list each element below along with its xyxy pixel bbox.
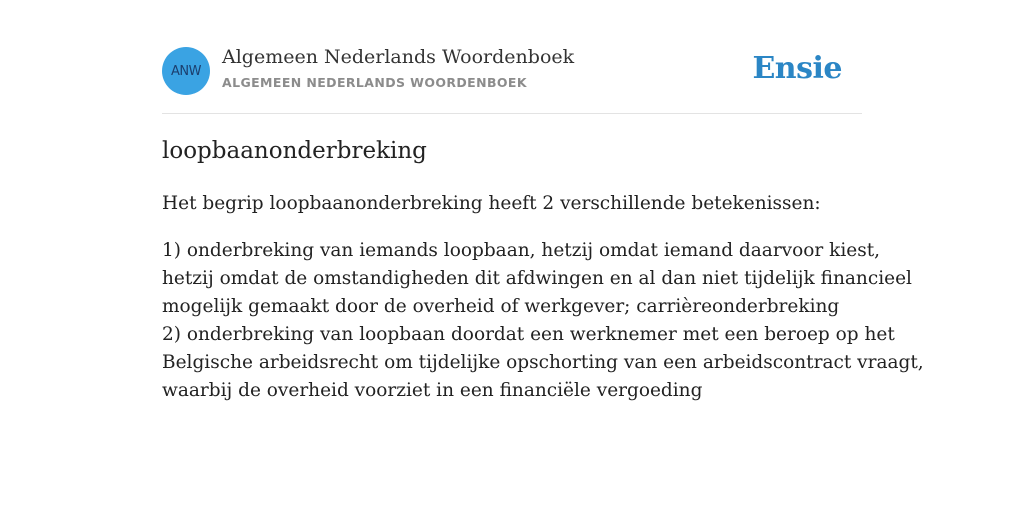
anw-logo[interactable]: ANW [162, 47, 210, 95]
ensie-brand-logo[interactable]: Ensie [752, 51, 842, 86]
definition-line: 2) onderbreking van loopbaan doordat een werknemer met een beroep op het [162, 324, 895, 345]
definition-line: Belgische arbeidsrecht om tijdelijke opschorting van een arbeidscontract vraagt, [162, 352, 924, 373]
site-title[interactable]: Algemeen Nederlands Woordenboek [222, 46, 575, 68]
definition-list [162, 237, 924, 405]
page-header [162, 0, 862, 114]
entry-intro: Het begrip loopbaanonderbreking heeft 2 verschillende betekenissen: [162, 193, 821, 214]
definition-line: 1) onderbreking van iemands loopbaan, hetzij omdat iemand daarvoor kiest, [162, 240, 881, 261]
definition-line: hetzij omdat de omstandigheden dit afdwingen en al dan niet tijdelijk financieel [162, 268, 912, 289]
definition-item [162, 237, 912, 321]
definition-line: mogelijk gemaakt door de overheid of werkgever; carrièreonderbreking [162, 296, 840, 317]
definition-item [162, 321, 924, 405]
page-container [162, 0, 924, 401]
site-subtitle: ALGEMEEN NEDERLANDS WOORDENBOEK [222, 75, 527, 90]
entry-word: loopbaanonderbreking [162, 138, 427, 164]
definition-line: waarbij de overheid voorziet in een financiële vergoeding [162, 380, 703, 401]
